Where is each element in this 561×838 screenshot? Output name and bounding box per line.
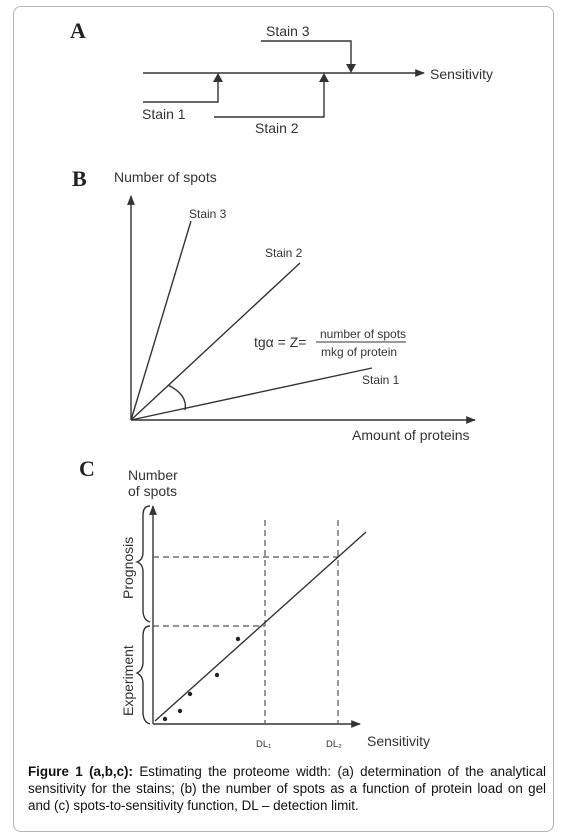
panel-a-stain2-label: Stain 2	[255, 120, 299, 136]
stain1-step	[143, 80, 218, 102]
stain3-step	[261, 41, 351, 66]
experiment-brace	[137, 626, 150, 724]
caption-text: Estimating the proteome width: (a) determination of the analytical sensitivity for the stains; (b) the number of spots as a function of protein load on gel and (c) spots-to-sensitivity function, DL – detection limit.	[28, 764, 546, 813]
dl2-label: DL₂	[326, 739, 342, 750]
stain1-line	[131, 368, 372, 420]
panel-a-stain3-label: Stain 3	[266, 23, 310, 39]
panel-b	[72, 166, 475, 443]
figure-caption	[28, 763, 546, 814]
stain3-arrowhead	[346, 64, 356, 73]
prognosis-label: Prognosis	[120, 536, 136, 599]
experiment-label: Experiment	[120, 645, 136, 716]
panel-b-stain1-label: Stain 1	[362, 373, 400, 387]
panel-c-y-label-line2: of spots	[128, 483, 178, 499]
panel-a-stain1-label: Stain 1	[142, 106, 186, 122]
data-point	[215, 673, 219, 677]
formula-numerator: number of spots	[320, 327, 407, 341]
stain2-arrowhead	[319, 73, 329, 82]
panel-b-x-label: Amount of proteins	[352, 427, 470, 443]
data-point	[163, 717, 167, 721]
panel-a-letter: A	[70, 18, 86, 43]
prognosis-brace	[137, 506, 150, 622]
panel-c-letter: C	[79, 456, 95, 481]
panel-c-y-label-line1: Number	[128, 467, 178, 483]
dl1-label: DL₁	[256, 739, 272, 750]
data-point	[178, 709, 182, 713]
panel-b-stain2-label: Stain 2	[265, 246, 303, 260]
stain1-arrowhead	[213, 73, 223, 82]
stain3-line	[131, 221, 191, 420]
panel-c	[79, 456, 430, 750]
panel-c-x-label: Sensitivity	[367, 733, 431, 749]
stain2-step	[214, 80, 324, 117]
formula-lhs: tgα = Z=	[254, 334, 307, 350]
caption-bold-prefix: Figure 1 (a,b,c):	[28, 764, 133, 779]
panel-a	[70, 18, 493, 136]
panel-b-stain3-label: Stain 3	[189, 207, 227, 221]
formula-denominator: mkg of protein	[321, 345, 398, 359]
panel-a-axis-label: Sensitivity	[430, 66, 494, 82]
angle-alpha-arc	[168, 385, 185, 410]
panel-b-y-label: Number of spots	[114, 169, 217, 185]
data-point	[188, 692, 192, 696]
panel-b-letter: B	[72, 166, 87, 191]
data-point	[236, 637, 240, 641]
